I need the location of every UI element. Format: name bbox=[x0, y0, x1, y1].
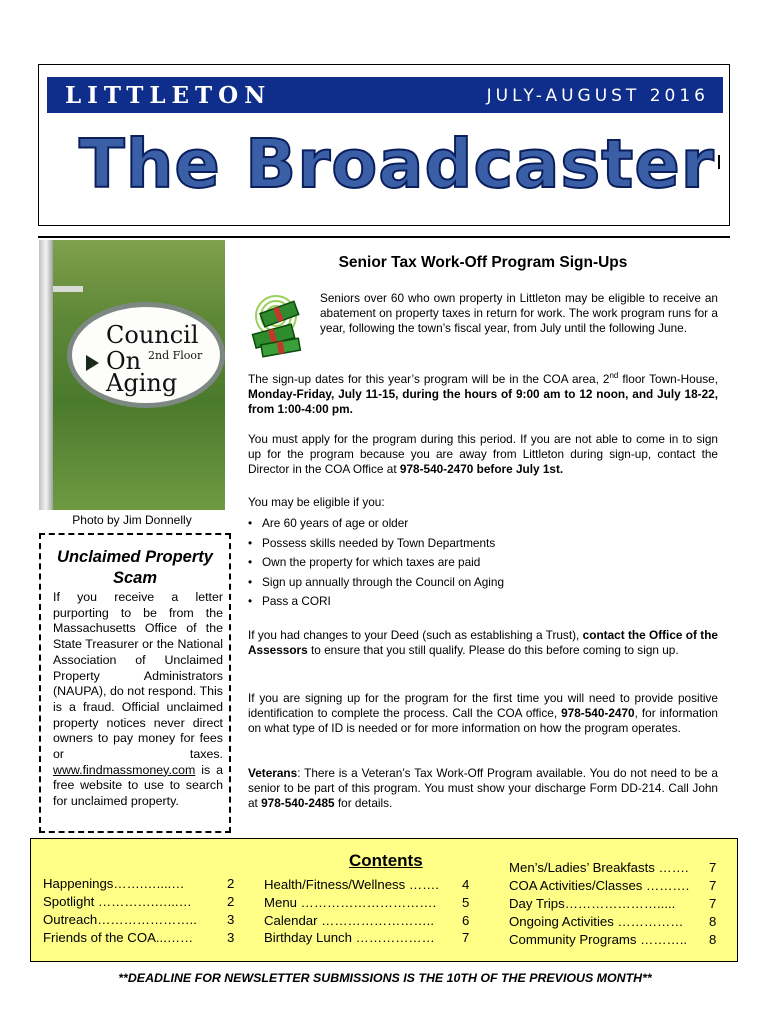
ordinal-suffix: nd bbox=[609, 371, 619, 380]
sign-text-aging: Aging bbox=[106, 369, 178, 397]
toc-entry[interactable] bbox=[509, 877, 719, 895]
sign-text-council: Council bbox=[106, 321, 199, 349]
toc-entry[interactable] bbox=[509, 895, 719, 913]
masthead-divider bbox=[38, 236, 730, 238]
masthead-tick bbox=[718, 155, 720, 169]
first-time-text: If you are signing up for the program for the first time you will need to provide positive identification to complete the process. Call the COA office, bbox=[248, 691, 718, 720]
toc-page: 3 bbox=[227, 930, 235, 945]
money-icon bbox=[248, 292, 308, 358]
newsletter-title: The Broadcaster bbox=[79, 125, 715, 203]
toc-label: Outreach………………….. bbox=[43, 912, 197, 927]
apply-info bbox=[248, 432, 718, 477]
sign-text-on: On bbox=[106, 347, 142, 375]
veterans-phone: 978-540-2485 bbox=[261, 796, 335, 810]
toc-page: 3 bbox=[227, 912, 235, 927]
contents-column-1 bbox=[43, 875, 233, 947]
scam-text-end: is a free website to use to search for unclaimed property. bbox=[53, 762, 223, 809]
first-time-text-end: , for information on what type of ID is needed or for more information on how the program operates. bbox=[248, 706, 718, 735]
eligibility-list bbox=[248, 516, 718, 614]
toc-label: Spotlight ………….…...… bbox=[43, 894, 192, 909]
contents-box bbox=[30, 838, 738, 962]
toc-entry[interactable] bbox=[264, 929, 474, 947]
veterans-label: Veterans bbox=[248, 766, 298, 780]
first-time-info bbox=[248, 691, 718, 736]
toc-label: Calendar …………………….. bbox=[264, 912, 435, 928]
toc-label: Men’s/Ladies’ Breakfasts ……. bbox=[509, 860, 689, 875]
sign-bracket bbox=[53, 286, 83, 292]
toc-entry[interactable] bbox=[43, 893, 233, 911]
list-item: • Pass a CORI bbox=[248, 594, 718, 614]
toc-page: 6 bbox=[462, 912, 470, 928]
findmassmoney-link[interactable]: www.findmassmoney.com bbox=[53, 762, 196, 777]
toc-label: Health/Fitness/Wellness ……. bbox=[264, 877, 439, 892]
veterans-text: : There is a Veteran’s Tax Work-Off Program available. You do not need to be a senior to be part of this program. You must show your discharge Form DD-214. Call John at bbox=[248, 766, 718, 810]
toc-label: Friends of the COA...…… bbox=[43, 930, 194, 945]
toc-page: 5 bbox=[462, 894, 470, 910]
list-item: • Sign up annually through the Council on Aging bbox=[248, 575, 718, 595]
toc-page: 7 bbox=[709, 860, 717, 875]
toc-entry[interactable] bbox=[43, 929, 233, 947]
contents-column-2 bbox=[264, 876, 474, 947]
signup-dates-text: The sign-up dates for this year’s program will be in the COA area, 2 bbox=[248, 371, 610, 386]
toc-entry[interactable] bbox=[264, 876, 474, 894]
masthead bbox=[38, 64, 730, 226]
list-item: • Are 60 years of age or older bbox=[248, 516, 718, 536]
coa-sign bbox=[67, 302, 225, 408]
toc-page: 2 bbox=[227, 876, 235, 891]
article-title: Senior Tax Work-Off Program Sign-Ups bbox=[338, 254, 628, 271]
assessors-contact: contact the Office of the Assessors bbox=[248, 628, 718, 657]
list-item: • Possess skills needed by Town Departments bbox=[248, 536, 718, 556]
deed-text: If you had changes to your Deed (such as establishing a Trust), bbox=[248, 628, 583, 642]
toc-label: Day Trips…………………..... bbox=[509, 896, 676, 911]
sign-pole bbox=[39, 240, 53, 510]
toc-page: 7 bbox=[709, 896, 717, 911]
veterans-text-end: for details. bbox=[334, 796, 393, 810]
toc-label: Birthday Lunch ……………… bbox=[264, 930, 435, 946]
coa-sign-photo bbox=[39, 240, 225, 510]
apply-text: You must apply for the program during this period. If you are not able to come in to sign up for the program because you are away from Littleton during sign-up, contact the Director in the COA Office at bbox=[248, 432, 718, 476]
sign-arrow-icon bbox=[86, 355, 99, 371]
article-intro: Seniors over 60 who own property in Littleton may be eligible to receive an abatement on property taxes in return for work. The work program runs for a year, following the town’s fiscal year, from July until the following June. bbox=[320, 291, 718, 335]
signup-hours: Monday-Friday, July 11-15, during the hours of 9:00 am to 12 noon, and July 18-22, from 1:00-4:00 pm. bbox=[248, 386, 718, 416]
deed-info bbox=[248, 628, 718, 658]
coa-phone: 978-540-2470 bbox=[561, 706, 635, 720]
signup-dates bbox=[248, 368, 718, 417]
issue-date: JULY-AUGUST 2016 bbox=[486, 86, 709, 106]
toc-label: Community Programs ……….. bbox=[509, 932, 688, 947]
scam-title: Unclaimed Property Scam bbox=[57, 548, 213, 587]
toc-page: 7 bbox=[709, 878, 717, 893]
deadline-notice: **DEADLINE FOR NEWSLETTER SUBMISSIONS IS THE 10TH OF THE PREVIOUS MONTH** bbox=[118, 971, 652, 985]
veterans-info bbox=[248, 766, 718, 811]
toc-page: 4 bbox=[462, 877, 470, 892]
contents-column-3 bbox=[509, 859, 719, 949]
toc-page: 7 bbox=[462, 930, 470, 946]
eligibility-intro: You may be eligible if you: bbox=[248, 495, 385, 509]
list-item: • Own the property for which taxes are paid bbox=[248, 555, 718, 575]
toc-entry[interactable] bbox=[43, 911, 233, 929]
toc-page: 2 bbox=[227, 894, 235, 909]
scam-box bbox=[39, 533, 231, 833]
toc-label: Ongoing Activities …………… bbox=[509, 914, 684, 929]
photo-caption: Photo by Jim Donnelly bbox=[72, 513, 192, 527]
town-name: LITTLETON bbox=[65, 82, 272, 109]
scam-text: If you receive a letter purporting to be from the Massachusetts Office of the State Treasurer or the National Association of Unclaimed Property Administrators (NAUPA), do not respond. This is a fraud. Official unclaimed property notices never direct owners to pay money for fees or taxes. bbox=[53, 590, 223, 762]
toc-page: 8 bbox=[709, 914, 717, 929]
toc-entry[interactable] bbox=[264, 894, 474, 912]
toc-page: 8 bbox=[709, 932, 717, 947]
toc-label: Happenings…….…....… bbox=[43, 876, 185, 891]
toc-entry[interactable] bbox=[509, 859, 719, 877]
masthead-bar bbox=[47, 77, 723, 113]
toc-entry[interactable] bbox=[509, 931, 719, 949]
contents-title: Contents bbox=[349, 851, 423, 870]
toc-entry[interactable] bbox=[43, 875, 233, 893]
toc-label: Menu …………………………. bbox=[264, 894, 437, 910]
scam-body bbox=[53, 590, 223, 810]
apply-phone: 978-540-2470 before July 1st. bbox=[399, 462, 564, 476]
deed-text-end: to ensure that you still qualify. Please do this before coming to sign up. bbox=[307, 643, 679, 657]
toc-entry[interactable] bbox=[264, 912, 474, 930]
sign-text-floor: 2nd Floor bbox=[148, 349, 203, 362]
signup-location: floor Town-House, bbox=[618, 371, 718, 386]
toc-label: COA Activities/Classes ………. bbox=[509, 878, 690, 893]
toc-entry[interactable] bbox=[509, 913, 719, 931]
